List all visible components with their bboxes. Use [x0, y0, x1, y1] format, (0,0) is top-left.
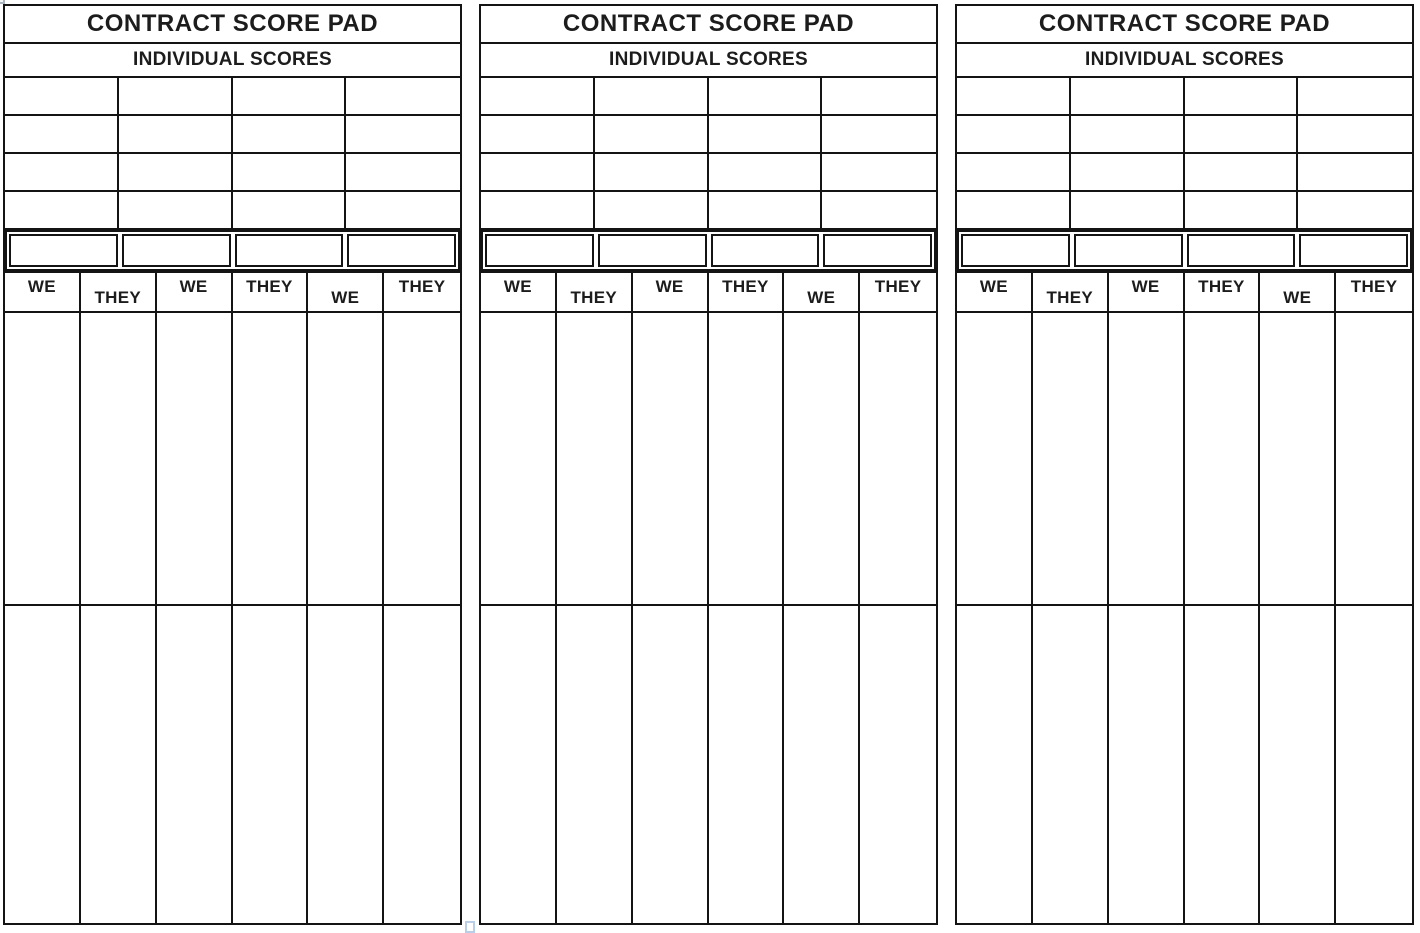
team-label-cell — [157, 273, 233, 311]
individual-scores-heading: INDIVIDUAL SCORES — [481, 44, 936, 78]
team-label-cell — [1185, 273, 1261, 311]
individual-score-cell[interactable] — [233, 78, 347, 116]
team-label-cell — [1109, 273, 1185, 311]
individual-score-cell[interactable] — [595, 154, 709, 192]
score-cell[interactable] — [1185, 606, 1261, 923]
team-header-row — [5, 271, 460, 313]
individual-score-cell[interactable] — [1071, 116, 1185, 154]
they-label: THEY — [398, 277, 446, 296]
contract-score-pad-2 — [479, 4, 938, 925]
score-cell[interactable] — [1185, 313, 1261, 604]
score-cell[interactable] — [384, 606, 460, 923]
team-label-cell — [633, 273, 709, 311]
team-label-cell — [481, 273, 557, 311]
score-section-lower — [957, 606, 1412, 923]
score-cell[interactable] — [481, 313, 557, 604]
score-cell[interactable] — [1033, 606, 1109, 923]
individual-scores-grid — [5, 78, 460, 230]
they-label: THEY — [94, 288, 142, 307]
team-label-cell — [1260, 273, 1336, 311]
player-name-row — [5, 230, 460, 271]
individual-score-cell[interactable] — [5, 192, 119, 230]
player-name-box[interactable] — [711, 234, 820, 267]
individual-score-cell[interactable] — [957, 154, 1071, 192]
score-cell[interactable] — [709, 606, 785, 923]
team-header-row — [481, 271, 936, 313]
player-name-box[interactable] — [1187, 234, 1296, 267]
team-label-cell — [384, 273, 460, 311]
selection-handle-icon[interactable] — [0, 0, 5, 4]
contract-score-pad-3 — [955, 4, 1414, 925]
individual-score-cell[interactable] — [1185, 116, 1299, 154]
we-label: WE — [179, 277, 208, 296]
individual-score-cell[interactable] — [233, 192, 347, 230]
we-label: WE — [979, 277, 1008, 296]
individual-score-cell[interactable] — [481, 78, 595, 116]
individual-score-cell[interactable] — [709, 116, 823, 154]
score-section-upper — [481, 313, 936, 606]
individual-scores-grid — [481, 78, 936, 230]
score-cell[interactable] — [1109, 606, 1185, 923]
individual-score-cell[interactable] — [1298, 192, 1412, 230]
individual-score-cell[interactable] — [595, 116, 709, 154]
individual-score-cell[interactable] — [1185, 154, 1299, 192]
individual-score-cell[interactable] — [233, 116, 347, 154]
score-cell[interactable] — [1260, 313, 1336, 604]
score-cell[interactable] — [957, 313, 1033, 604]
player-name-box[interactable] — [961, 234, 1070, 267]
contract-score-pad-1 — [3, 4, 462, 925]
individual-score-cell[interactable] — [119, 154, 233, 192]
they-label: THEY — [246, 277, 293, 296]
score-cell[interactable] — [157, 606, 233, 923]
team-label-cell — [1033, 273, 1109, 311]
individual-score-cell[interactable] — [346, 192, 460, 230]
score-cell[interactable] — [384, 313, 460, 604]
they-label: THEY — [722, 277, 769, 296]
score-cell[interactable] — [557, 606, 633, 923]
pad-title: CONTRACT SCORE PAD — [957, 6, 1412, 44]
player-name-row — [957, 230, 1412, 271]
individual-score-cell[interactable] — [1298, 154, 1412, 192]
score-section-lower — [5, 606, 460, 923]
individual-scores-heading: INDIVIDUAL SCORES — [5, 44, 460, 78]
team-label-cell — [784, 273, 860, 311]
team-label-cell — [860, 273, 936, 311]
pad-title: CONTRACT SCORE PAD — [5, 6, 460, 44]
individual-score-cell[interactable] — [709, 78, 823, 116]
score-cell[interactable] — [860, 313, 936, 604]
individual-score-cell[interactable] — [957, 78, 1071, 116]
we-label: WE — [1283, 288, 1312, 307]
team-label-cell — [557, 273, 633, 311]
score-cell[interactable] — [81, 606, 157, 923]
individual-score-cell[interactable] — [1298, 78, 1412, 116]
player-name-box[interactable] — [598, 234, 707, 267]
individual-score-cell[interactable] — [346, 154, 460, 192]
score-pads-row — [3, 4, 1414, 925]
individual-score-cell[interactable] — [957, 116, 1071, 154]
team-label-cell — [5, 273, 81, 311]
score-cell[interactable] — [784, 606, 860, 923]
individual-score-cell[interactable] — [1071, 154, 1185, 192]
score-cell[interactable] — [784, 313, 860, 604]
individual-score-cell[interactable] — [1298, 116, 1412, 154]
score-cell[interactable] — [1336, 606, 1412, 923]
player-name-box[interactable] — [122, 234, 231, 267]
player-name-box[interactable] — [1074, 234, 1183, 267]
score-section-lower — [481, 606, 936, 923]
score-cell[interactable] — [481, 606, 557, 923]
score-cell[interactable] — [308, 606, 384, 923]
score-cell[interactable] — [860, 606, 936, 923]
score-cell[interactable] — [157, 313, 233, 604]
individual-score-cell[interactable] — [5, 154, 119, 192]
score-cell[interactable] — [633, 606, 709, 923]
player-name-row — [481, 230, 936, 271]
individual-score-cell[interactable] — [957, 192, 1071, 230]
individual-score-cell[interactable] — [119, 192, 233, 230]
score-cell[interactable] — [957, 606, 1033, 923]
score-cell[interactable] — [1109, 313, 1185, 604]
individual-score-cell[interactable] — [233, 154, 347, 192]
individual-score-cell[interactable] — [822, 154, 936, 192]
individual-score-cell[interactable] — [595, 78, 709, 116]
score-cell[interactable] — [1260, 606, 1336, 923]
individual-score-cell[interactable] — [1071, 78, 1185, 116]
score-cell[interactable] — [308, 313, 384, 604]
they-label: THEY — [570, 288, 618, 307]
we-label: WE — [655, 277, 684, 296]
score-cell[interactable] — [5, 606, 81, 923]
they-label: THEY — [1198, 277, 1245, 296]
player-name-box[interactable] — [9, 234, 118, 267]
team-label-cell — [308, 273, 384, 311]
team-label-cell — [709, 273, 785, 311]
individual-score-cell[interactable] — [119, 78, 233, 116]
score-cell[interactable] — [1336, 313, 1412, 604]
individual-score-cell[interactable] — [595, 192, 709, 230]
player-name-box[interactable] — [485, 234, 594, 267]
individual-score-cell[interactable] — [822, 116, 936, 154]
team-label-cell — [957, 273, 1033, 311]
individual-scores-grid — [957, 78, 1412, 230]
individual-score-cell[interactable] — [481, 192, 595, 230]
score-cell[interactable] — [233, 313, 309, 604]
individual-score-cell[interactable] — [481, 154, 595, 192]
they-label: THEY — [874, 277, 922, 296]
team-label-cell — [81, 273, 157, 311]
score-section-upper — [957, 313, 1412, 606]
individual-score-cell[interactable] — [346, 78, 460, 116]
player-name-box[interactable] — [823, 234, 932, 267]
we-label: WE — [27, 277, 56, 296]
score-cell[interactable] — [81, 313, 157, 604]
score-cell[interactable] — [233, 606, 309, 923]
individual-score-cell[interactable] — [5, 78, 119, 116]
individual-score-cell[interactable] — [709, 192, 823, 230]
individual-score-cell[interactable] — [709, 154, 823, 192]
score-section-upper — [5, 313, 460, 606]
team-label-cell — [1336, 273, 1412, 311]
score-cell[interactable] — [1033, 313, 1109, 604]
we-label: WE — [503, 277, 532, 296]
individual-score-cell[interactable] — [5, 116, 119, 154]
they-label: THEY — [1350, 277, 1398, 296]
individual-score-cell[interactable] — [1185, 78, 1299, 116]
pad-title: CONTRACT SCORE PAD — [481, 6, 936, 44]
team-header-row — [957, 271, 1412, 313]
individual-score-cell[interactable] — [481, 116, 595, 154]
individual-score-cell[interactable] — [346, 116, 460, 154]
they-label: THEY — [1046, 288, 1094, 307]
we-label: WE — [331, 288, 360, 307]
player-name-box[interactable] — [235, 234, 344, 267]
score-cell[interactable] — [557, 313, 633, 604]
object-anchor-handle-icon[interactable] — [465, 921, 475, 933]
score-cell[interactable] — [633, 313, 709, 604]
individual-scores-heading: INDIVIDUAL SCORES — [957, 44, 1412, 78]
player-name-box[interactable] — [347, 234, 456, 267]
individual-score-cell[interactable] — [822, 192, 936, 230]
we-label: WE — [1131, 277, 1160, 296]
individual-score-cell[interactable] — [1185, 192, 1299, 230]
team-label-cell — [233, 273, 309, 311]
score-cell[interactable] — [709, 313, 785, 604]
individual-score-cell[interactable] — [119, 116, 233, 154]
score-cell[interactable] — [5, 313, 81, 604]
we-label: WE — [807, 288, 836, 307]
individual-score-cell[interactable] — [1071, 192, 1185, 230]
player-name-box[interactable] — [1299, 234, 1408, 267]
individual-score-cell[interactable] — [822, 78, 936, 116]
